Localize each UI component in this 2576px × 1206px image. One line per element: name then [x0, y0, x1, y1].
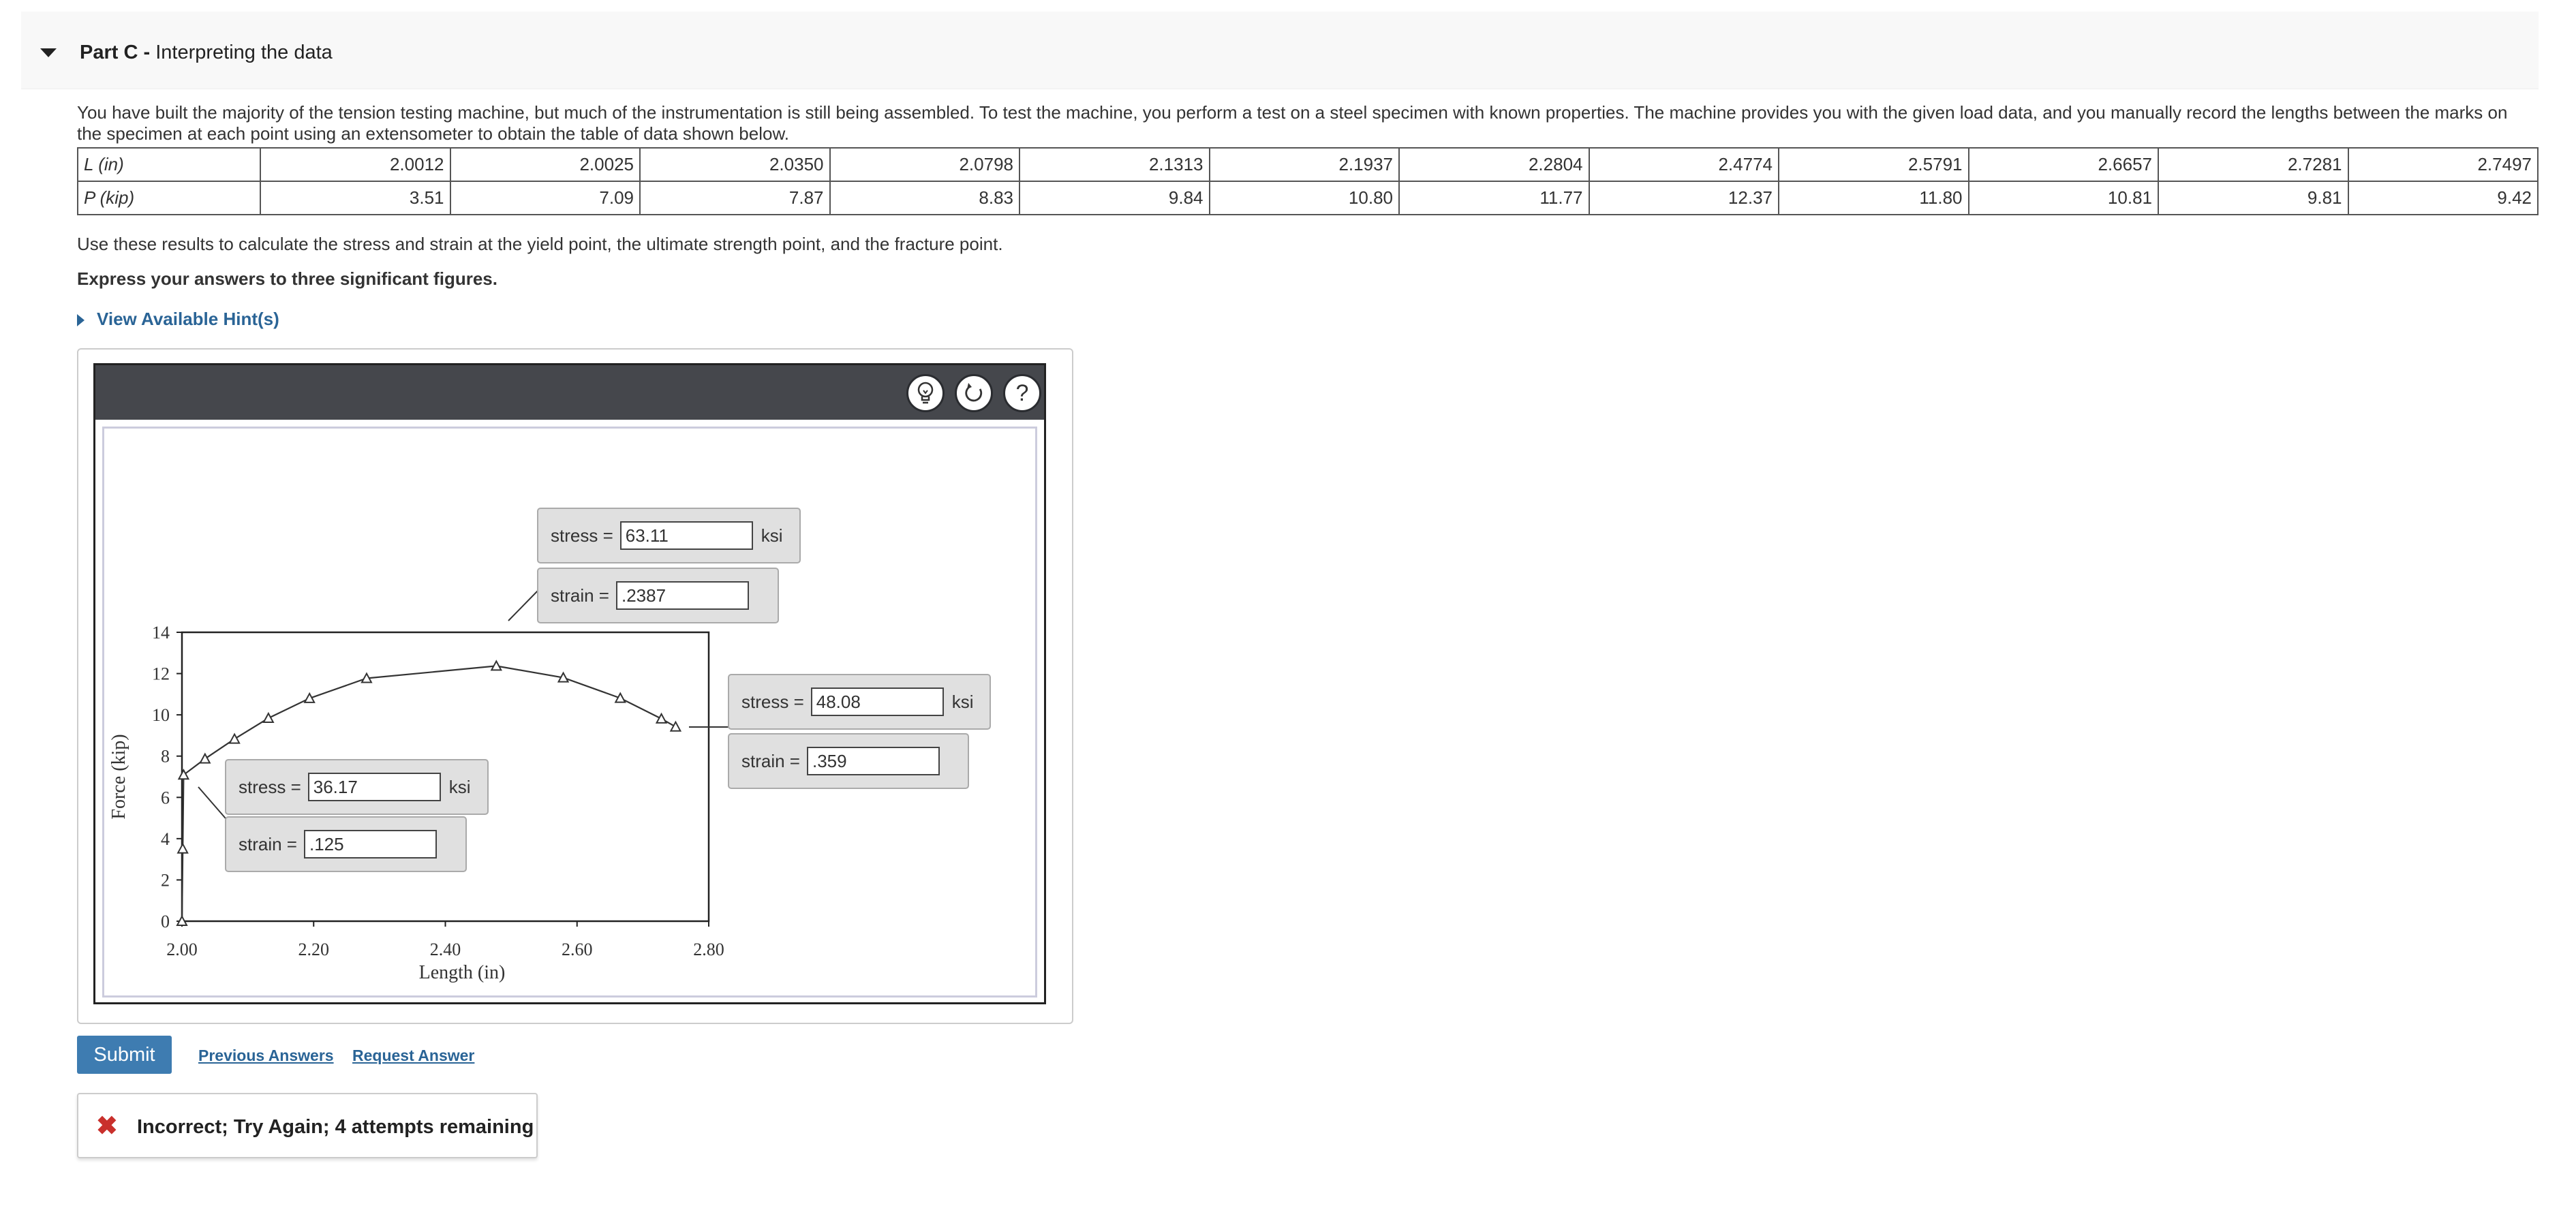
x-tick-label: 2.20 — [298, 940, 329, 959]
fracture-strain-box — [728, 733, 969, 789]
fracture-stress-input[interactable] — [811, 687, 944, 716]
table-cell: 2.1313 — [1019, 148, 1210, 181]
table-cell: 2.5791 — [1779, 148, 1969, 181]
ultimate-leader-line — [508, 589, 540, 621]
data-point — [305, 694, 314, 702]
row-header: P (kip) — [78, 181, 260, 215]
x-tick-label: 2.80 — [693, 940, 724, 959]
table-cell: 2.1937 — [1210, 148, 1400, 181]
instructions: Use these results to calculate the stress and strain at the yield point, the ultimate strength point, and the fracture point. — [77, 234, 1003, 254]
fracture-stress-box — [728, 674, 991, 730]
part-name: Interpreting the data — [155, 42, 333, 63]
y-tick-label: 8 — [161, 746, 170, 767]
data-point — [200, 754, 210, 763]
stress-unit: ksi — [761, 525, 783, 546]
caret-right-icon — [77, 314, 85, 326]
table-cell: 10.81 — [1969, 181, 2159, 215]
fracture-strain-input[interactable] — [807, 747, 940, 775]
ultimate-strain-box — [537, 568, 779, 623]
yield-strain-box — [225, 816, 467, 872]
x-tick-label: 2.40 — [429, 940, 461, 959]
submit-button[interactable]: Submit — [77, 1036, 172, 1074]
x-tick-label: 2.60 — [562, 940, 593, 959]
table-cell: 8.83 — [830, 181, 1020, 215]
stress-label: stress = — [551, 525, 613, 546]
stress-unit: ksi — [951, 691, 974, 712]
data-point — [179, 770, 188, 779]
table-cell: 12.37 — [1589, 181, 1779, 215]
y-axis-label: Force (kip) — [108, 734, 129, 820]
yield-strain-input[interactable] — [304, 830, 437, 859]
y-tick-label: 12 — [152, 664, 170, 684]
x-axis-label: Length (in) — [418, 962, 506, 983]
reset-icon[interactable] — [955, 374, 993, 412]
y-tick-label: 4 — [161, 829, 170, 849]
stress-label: stress = — [239, 776, 301, 797]
ultimate-stress-input[interactable] — [620, 521, 753, 550]
table-cell: 11.77 — [1399, 181, 1589, 215]
request-answer-link[interactable]: Request Answer — [352, 1047, 475, 1064]
strain-label: strain = — [741, 750, 800, 771]
data-point — [178, 844, 187, 853]
feedback-text: Incorrect; Try Again; 4 attempts remaining — [137, 1116, 534, 1138]
table-cell: 3.51 — [260, 181, 450, 215]
data-table — [77, 147, 2539, 215]
table-cell: 2.0012 — [260, 148, 450, 181]
collapse-caret-icon[interactable] — [40, 48, 57, 57]
ultimate-stress-box — [537, 508, 801, 563]
previous-answers-link[interactable]: Previous Answers — [198, 1047, 334, 1064]
hints-label: View Available Hint(s) — [97, 309, 279, 329]
stress-unit: ksi — [448, 776, 471, 797]
table-cell: 11.80 — [1779, 181, 1969, 215]
part-title — [80, 42, 333, 64]
table-cell: 10.80 — [1210, 181, 1400, 215]
table-cell: 9.81 — [2158, 181, 2348, 215]
help-icon[interactable] — [1003, 374, 1041, 412]
y-tick-label: 10 — [152, 705, 170, 726]
data-point — [230, 735, 239, 743]
part-header[interactable] — [21, 12, 2539, 89]
stress-label: stress = — [741, 691, 804, 712]
feedback-message — [77, 1093, 538, 1158]
y-tick-label: 0 — [161, 912, 170, 931]
view-hints-link[interactable] — [77, 309, 279, 330]
table-cell: 9.84 — [1019, 181, 1210, 215]
yield-stress-box — [225, 759, 489, 815]
part-label: Part C - — [80, 42, 151, 63]
data-point — [671, 722, 680, 731]
strain-label: strain = — [551, 585, 609, 606]
y-tick-label: 2 — [161, 870, 170, 891]
table-cell: 2.7281 — [2158, 148, 2348, 181]
x-tick-label: 2.00 — [166, 940, 198, 959]
table-cell: 2.2804 — [1399, 148, 1589, 181]
table-cell: 7.09 — [450, 181, 641, 215]
table-cell: 2.7497 — [2348, 148, 2539, 181]
y-tick-label: 14 — [152, 623, 170, 643]
table-row — [78, 181, 2538, 215]
row-header: L (in) — [78, 148, 260, 181]
data-point — [657, 714, 666, 723]
help-glyph: ? — [1015, 380, 1029, 406]
problem-intro: You have built the majority of the tension testing machine, but much of the instrumentation is still being assembled. To test the machine, you perform a test on a steel specimen with known properties. The machine provides you with the given load data, and you manually record the lengths between the marks on the specimen at each point using an extensometer to obtain the table of data shown below. — [77, 102, 2508, 144]
table-cell: 2.0798 — [830, 148, 1020, 181]
sig-figs-note: Express your answers to three significant figures. — [77, 268, 497, 289]
table-cell: 2.6657 — [1969, 148, 2159, 181]
tool-toolbar — [95, 365, 1044, 420]
yield-stress-input[interactable] — [308, 773, 441, 801]
table-cell: 2.0025 — [450, 148, 641, 181]
table-cell: 2.4774 — [1589, 148, 1779, 181]
table-cell: 9.42 — [2348, 181, 2539, 215]
table-cell: 7.87 — [640, 181, 830, 215]
strain-label: strain = — [239, 833, 297, 854]
data-point — [615, 694, 625, 702]
incorrect-x-icon: ✖ — [96, 1112, 118, 1141]
table-row — [78, 148, 2538, 181]
ultimate-strain-input[interactable] — [616, 581, 749, 610]
lightbulb-icon[interactable] — [906, 374, 945, 412]
y-tick-label: 6 — [161, 788, 170, 808]
table-cell: 2.0350 — [640, 148, 830, 181]
data-point — [264, 713, 273, 722]
